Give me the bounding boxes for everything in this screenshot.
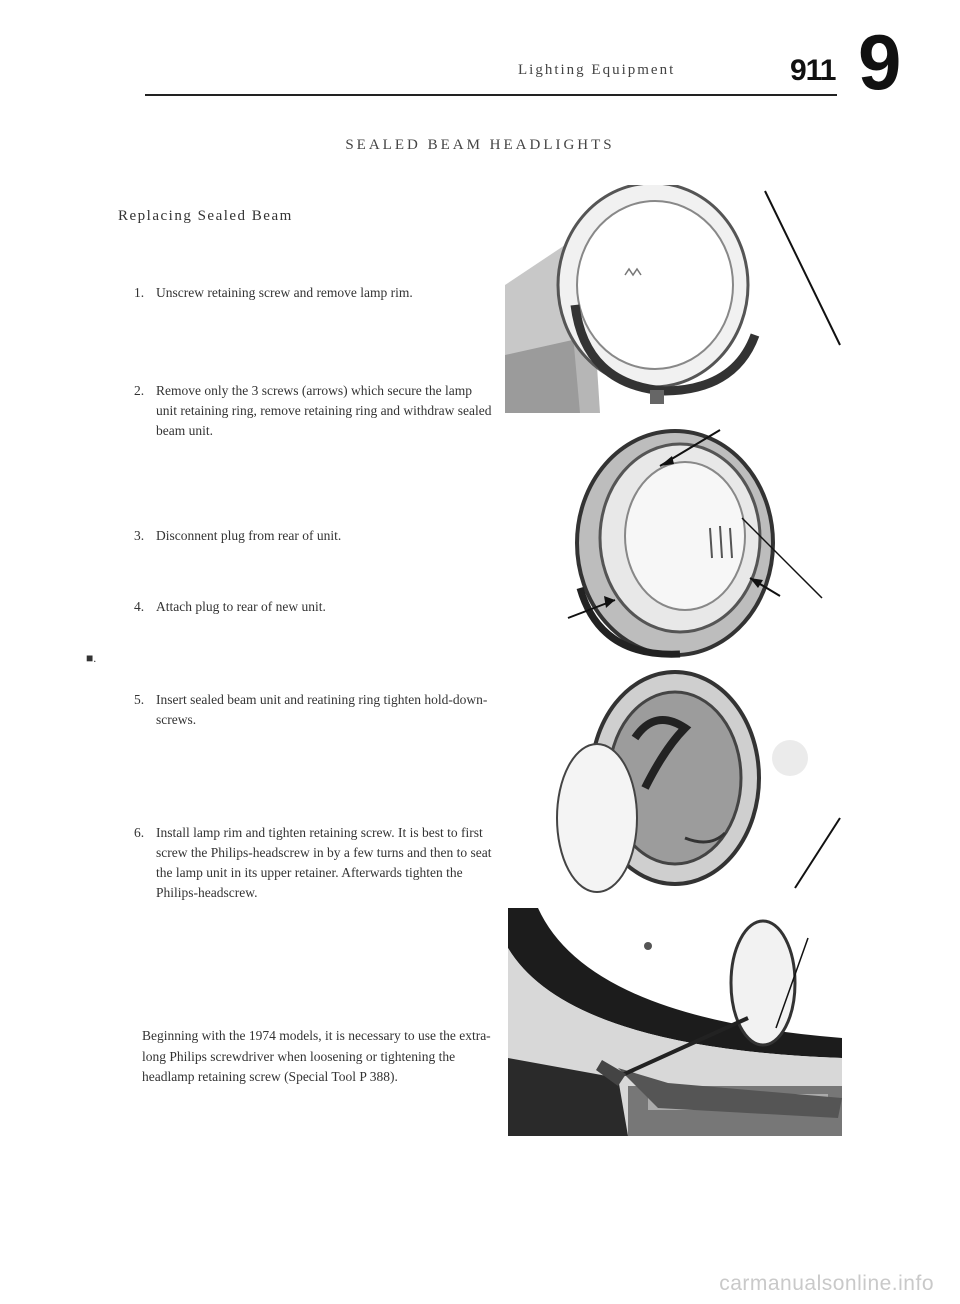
- step-text: Unscrew retaining screw and remove lamp rim.: [156, 285, 413, 300]
- note-paragraph: Beginning with the 1974 models, it is necessary to use the extra-long Philips screwdriver when loosening or tightening the headlamp retaining screw (Special Tool P 388).: [142, 1028, 491, 1084]
- step-number: 2.: [134, 383, 145, 398]
- procedure-title: Replacing Sealed Beam: [118, 208, 293, 224]
- step-text: Install lamp rim and tighten retaining screw. It is best to first screw the Philips-headscrew in by a few turns and then to seat the lamp unit in its upper retainer. Afterwards tighten the Philips-headscrew.: [156, 825, 492, 900]
- photo-special-tool: [508, 908, 842, 1136]
- section-title: Lighting Equipment: [518, 62, 676, 78]
- step-number: 4.: [134, 599, 145, 614]
- photo-lamp-rim: [505, 185, 845, 413]
- step-number: 1.: [134, 285, 145, 300]
- step-3: [134, 526, 496, 546]
- page-title: SEALED BEAM HEADLIGHTS: [345, 137, 615, 153]
- step-text: Remove only the 3 screws (arrows) which secure the lamp unit retaining ring, remove retaining ring and withdraw sealed beam unit.: [156, 383, 492, 438]
- step-6: [134, 823, 496, 903]
- step-1: [134, 283, 496, 303]
- photo-retaining-ring: [560, 418, 842, 658]
- model-number: 911: [790, 54, 836, 87]
- photo-sealed-beam-unit: [535, 668, 845, 900]
- step-4: [134, 597, 496, 617]
- step-number: 5.: [134, 692, 145, 707]
- step-number: 3.: [134, 528, 145, 543]
- step-2: [134, 381, 496, 441]
- header-rule: [145, 94, 837, 96]
- step-text: Disconnent plug from rear of unit.: [156, 528, 342, 543]
- step-text: Insert sealed beam unit and reatining ring tighten hold-down-screws.: [156, 692, 488, 727]
- watermark: carmanualsonline.info: [719, 1272, 934, 1295]
- step-5: [134, 690, 496, 730]
- step-number: 6.: [134, 825, 145, 840]
- step-text: Attach plug to rear of new unit.: [156, 599, 326, 614]
- stray-mark: ■.: [86, 651, 97, 665]
- chapter-number: 9: [858, 18, 902, 106]
